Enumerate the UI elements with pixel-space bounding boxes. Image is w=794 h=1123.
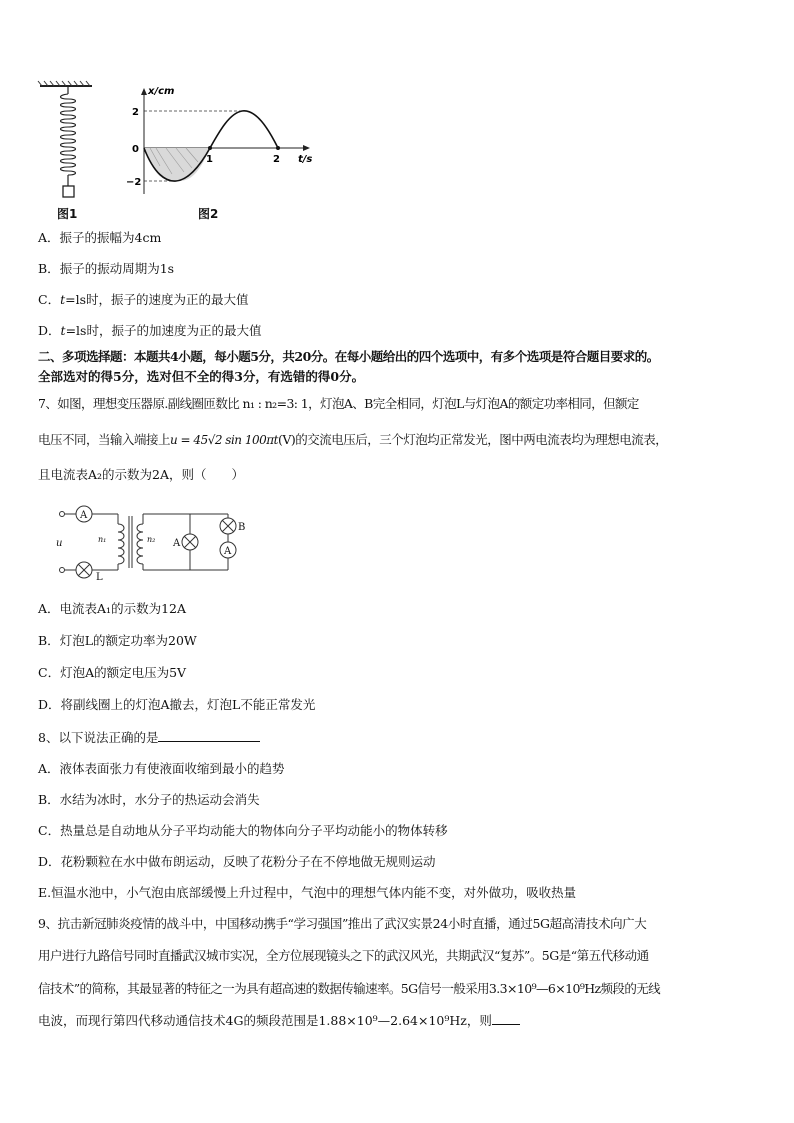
ammeter-a1-label: A [80,510,88,521]
y-tick-0: 0 [132,144,139,155]
q7-option-b: B．灯泡L的额定功率为20W [38,633,197,648]
y-axis-label: x/cm [148,86,175,97]
lamp-b-label: B [238,522,246,533]
ammeter-a2-label: A [224,546,232,557]
secondary-turns-label: n₂ [147,535,156,544]
q9-line2: 用户进行九路信号同时直播武汉城市实况，全方位展现镜头之下的武汉风光，共期武汉“复苏”。5G是“第五代移动通 [38,948,649,963]
q8-stem: 8、以下说法正确的是 [38,729,260,746]
displacement-time-graph [126,82,326,202]
voltage-formula: u = 45√2 sin 100πt [170,433,278,447]
figure-1-spring [36,80,96,220]
figure-1-label: 图1 [57,207,78,221]
q8-option-a: A．液体表面张力有使液面收缩到最小的趋势 [38,761,285,776]
answer-blank [158,729,260,742]
q8-option-e: E.恒温水池中，小气泡由底部缓慢上升过程中，气泡中的理想气体内能不变，对外做功，吸收热量 [38,885,577,900]
x-tick-2: 2 [273,154,280,165]
q6-option-c: C．t=ls时，振子的速度为正的最大值 [38,292,249,307]
y-tick-neg2: −2 [126,177,142,188]
q7-option-d: D．将副线圈上的灯泡A撤去，灯泡L不能正常发光 [38,697,316,712]
q9-line1: 9、抗击新冠肺炎疫情的战斗中，中国移动携手“学习强国”推出了武汉实景24小时直播，通过5G超高清技术向广大 [38,916,647,931]
q7-stem-line2: 电压不同，当输入端接上u = 45√2 sin 100πt(V)的交流电压后，三个灯泡均正常发光，图中两电流表均为理想电流表， [38,432,668,447]
q7-circuit-diagram [50,502,250,582]
primary-turns-label: n₁ [98,535,107,544]
q7-option-a: A．电流表A₁的示数为12A [38,601,187,616]
figure-2-graph [126,82,326,202]
q6-option-a: A．振子的振幅为4cm [38,230,162,245]
q6-option-b: B．振子的振动周期为1s [38,261,175,276]
y-tick-2: 2 [132,107,139,118]
answer-blank [492,1012,520,1025]
q8-option-b: B．水结为冰时，水分子的热运动会消失 [38,792,260,807]
input-voltage-label: u [56,538,63,549]
q6-option-d: D．t=ls时，振子的加速度为正的最大值 [38,323,262,338]
q8-option-d: D．花粉颗粒在水中做布朗运动，反映了花粉分子在不停地做无规则运动 [38,854,436,869]
q8-option-c: C．热量总是自动地从分子平均动能大的物体向分子平均动能小的物体转移 [38,823,448,838]
lamp-a-label: A [173,538,181,549]
x-axis-label: t/s [298,154,313,165]
x-tick-1: 1 [206,154,213,165]
section-2-heading-line1: 二、多项选择题：本题共4小题，每小题5分，共20分。在每小题给出的四个选项中，有多个选项是符合题目要求的。 [38,349,659,364]
q9-line3: 信技术”的简称，其最显著的特征之一为具有超高速的数据传输速率。5G信号一般采用3.3×10⁹—6×10⁹Hz频段的无线 [38,981,661,996]
q7-stem-line3: 且电流表A₂的示数为2A，则（ ） [38,467,245,482]
q7-stem-line1: 7、如图，理想变压器原.副线圈匝数比 n₁ : n₂=3: 1，灯泡A、B完全相同，灯泡L与灯泡A的额定功率相同，但额定 [38,396,639,411]
lamp-l-label: L [96,572,103,582]
figure-2-label: 图2 [198,207,219,221]
spring-oscillator-diagram [36,80,96,220]
q7-option-c: C．灯泡A的额定电压为5V [38,665,187,680]
q9-line4: 电波，而现行第四代移动通信技术4G的频段范围是1.88×10⁹—2.64×10⁹Hz，则 [38,1012,520,1029]
section-2-heading-line2: 全部选对的得5分，选对但不全的得3分，有选错的得0分。 [38,369,365,384]
